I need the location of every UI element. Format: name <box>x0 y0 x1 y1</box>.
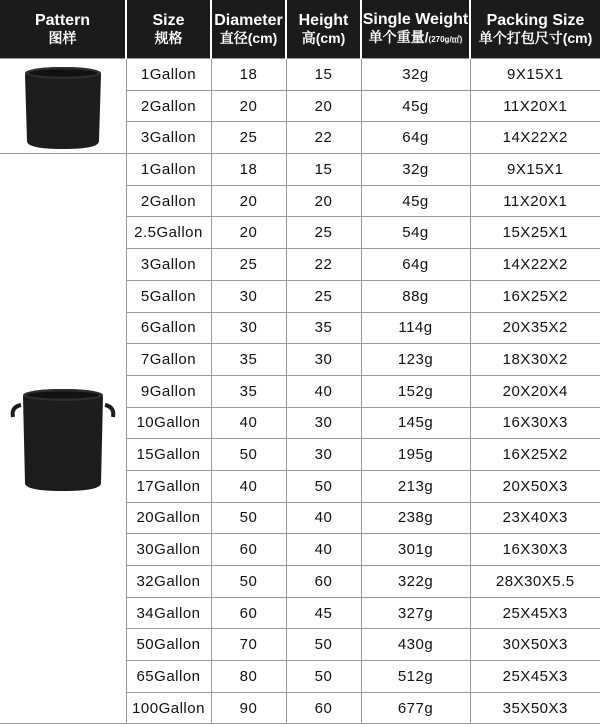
cell-size: 15Gallon <box>126 439 211 471</box>
cell-size: 17Gallon <box>126 470 211 502</box>
cell-packing: 23X40X3 <box>470 502 600 534</box>
header-size-zh: 规格 <box>154 30 183 46</box>
cell-diameter: 35 <box>211 375 286 407</box>
cell-packing: 14X22X2 <box>470 249 600 281</box>
cell-size: 1Gallon <box>126 154 211 186</box>
header-height <box>286 0 361 59</box>
cell-packing: 9X15X1 <box>470 59 600 91</box>
cell-size: 2.5Gallon <box>126 217 211 249</box>
cell-diameter: 90 <box>211 692 286 724</box>
cell-height: 35 <box>286 312 361 344</box>
cell-packing: 16X30X3 <box>470 534 600 566</box>
cell-height: 40 <box>286 375 361 407</box>
cell-weight: 301g <box>361 534 470 566</box>
cell-size: 100Gallon <box>126 692 211 724</box>
header-weight-en: Single Weight <box>362 11 469 28</box>
cell-diameter: 35 <box>211 344 286 376</box>
cell-diameter: 20 <box>211 185 286 217</box>
cell-weight: 677g <box>361 692 470 724</box>
cell-size: 32Gallon <box>126 566 211 598</box>
header-size <box>126 0 211 59</box>
header-pattern-zh: 图样 <box>48 30 77 46</box>
cell-size: 1Gallon <box>126 59 211 91</box>
cell-diameter: 30 <box>211 280 286 312</box>
cell-packing: 11X20X1 <box>470 185 600 217</box>
cell-packing: 16X30X3 <box>470 407 600 439</box>
cell-weight: 322g <box>361 566 470 598</box>
cell-height: 22 <box>286 122 361 154</box>
pattern-cell <box>0 154 126 724</box>
cell-diameter: 50 <box>211 502 286 534</box>
cell-weight: 430g <box>361 629 470 661</box>
table-row <box>0 59 600 91</box>
header-pattern-en: Pattern <box>34 12 91 29</box>
cell-height: 25 <box>286 217 361 249</box>
cell-weight: 45g <box>361 90 470 122</box>
cell-diameter: 18 <box>211 154 286 186</box>
header-diameter-zh: 直径(cm) <box>219 30 278 46</box>
cell-diameter: 40 <box>211 407 286 439</box>
cell-packing: 20X35X2 <box>470 312 600 344</box>
cell-packing: 20X50X3 <box>470 470 600 502</box>
cell-diameter: 20 <box>211 90 286 122</box>
table-body <box>0 59 600 724</box>
cell-weight: 123g <box>361 344 470 376</box>
cell-size: 3Gallon <box>126 122 211 154</box>
cell-height: 15 <box>286 154 361 186</box>
cell-diameter: 25 <box>211 122 286 154</box>
header-size-en: Size <box>152 12 185 29</box>
cell-diameter: 50 <box>211 439 286 471</box>
header-diameter <box>211 0 286 59</box>
cell-height: 45 <box>286 597 361 629</box>
cell-size: 20Gallon <box>126 502 211 534</box>
cell-packing: 20X20X4 <box>470 375 600 407</box>
cell-packing: 30X50X3 <box>470 629 600 661</box>
grow-bag-without-handles-icon <box>19 61 107 151</box>
cell-weight: 114g <box>361 312 470 344</box>
cell-height: 30 <box>286 439 361 471</box>
cell-size: 3Gallon <box>126 249 211 281</box>
cell-weight: 145g <box>361 407 470 439</box>
pattern-cell <box>0 59 126 154</box>
cell-packing: 16X25X2 <box>470 439 600 471</box>
table-header <box>0 0 600 59</box>
cell-height: 25 <box>286 280 361 312</box>
cell-weight: 152g <box>361 375 470 407</box>
cell-packing: 15X25X1 <box>470 217 600 249</box>
cell-packing: 16X25X2 <box>470 280 600 312</box>
cell-weight: 327g <box>361 597 470 629</box>
cell-diameter: 70 <box>211 629 286 661</box>
grow-bag-with-handles-icon <box>9 383 117 495</box>
header-weight-zh <box>362 29 469 48</box>
cell-weight: 64g <box>361 122 470 154</box>
cell-height: 15 <box>286 59 361 91</box>
cell-height: 60 <box>286 566 361 598</box>
cell-size: 5Gallon <box>126 280 211 312</box>
table-row <box>0 154 600 186</box>
cell-weight: 238g <box>361 502 470 534</box>
header-weight-zh-label: 单个重量/ <box>368 29 429 45</box>
cell-packing: 35X50X3 <box>470 692 600 724</box>
cell-height: 60 <box>286 692 361 724</box>
cell-size: 34Gallon <box>126 597 211 629</box>
cell-diameter: 18 <box>211 59 286 91</box>
cell-size: 6Gallon <box>126 312 211 344</box>
header-diameter-en: Diameter <box>214 12 283 29</box>
cell-packing: 9X15X1 <box>470 154 600 186</box>
cell-weight: 45g <box>361 185 470 217</box>
cell-weight: 32g <box>361 154 470 186</box>
cell-size: 65Gallon <box>126 661 211 693</box>
cell-height: 40 <box>286 502 361 534</box>
header-packing-zh: 单个打包尺寸(cm) <box>478 30 593 46</box>
cell-height: 22 <box>286 249 361 281</box>
cell-height: 20 <box>286 185 361 217</box>
cell-packing: 18X30X2 <box>470 344 600 376</box>
cell-height: 30 <box>286 344 361 376</box>
header-weight <box>361 0 470 59</box>
cell-diameter: 40 <box>211 470 286 502</box>
cell-height: 50 <box>286 661 361 693</box>
cell-weight: 195g <box>361 439 470 471</box>
cell-weight: 64g <box>361 249 470 281</box>
header-pattern <box>0 0 126 59</box>
cell-size: 50Gallon <box>126 629 211 661</box>
cell-packing: 11X20X1 <box>470 90 600 122</box>
cell-size: 10Gallon <box>126 407 211 439</box>
cell-packing: 14X22X2 <box>470 122 600 154</box>
header-height-zh: 高(cm) <box>301 30 346 46</box>
cell-diameter: 25 <box>211 249 286 281</box>
cell-height: 40 <box>286 534 361 566</box>
cell-diameter: 20 <box>211 217 286 249</box>
header-packing <box>470 0 600 59</box>
cell-weight: 213g <box>361 470 470 502</box>
cell-diameter: 60 <box>211 534 286 566</box>
cell-size: 9Gallon <box>126 375 211 407</box>
cell-size: 30Gallon <box>126 534 211 566</box>
cell-weight: 32g <box>361 59 470 91</box>
cell-size: 7Gallon <box>126 344 211 376</box>
cell-diameter: 30 <box>211 312 286 344</box>
cell-height: 30 <box>286 407 361 439</box>
header-weight-unit: (270g/㎡) <box>428 35 463 44</box>
cell-weight: 88g <box>361 280 470 312</box>
cell-height: 50 <box>286 470 361 502</box>
cell-diameter: 80 <box>211 661 286 693</box>
cell-packing: 25X45X3 <box>470 597 600 629</box>
cell-size: 2Gallon <box>126 90 211 122</box>
cell-packing: 28X30X5.5 <box>470 566 600 598</box>
cell-diameter: 60 <box>211 597 286 629</box>
cell-weight: 54g <box>361 217 470 249</box>
cell-height: 50 <box>286 629 361 661</box>
cell-weight: 512g <box>361 661 470 693</box>
header-height-en: Height <box>298 12 349 29</box>
cell-size: 2Gallon <box>126 185 211 217</box>
header-packing-en: Packing Size <box>486 12 585 29</box>
cell-diameter: 50 <box>211 566 286 598</box>
cell-packing: 25X45X3 <box>470 661 600 693</box>
cell-height: 20 <box>286 90 361 122</box>
